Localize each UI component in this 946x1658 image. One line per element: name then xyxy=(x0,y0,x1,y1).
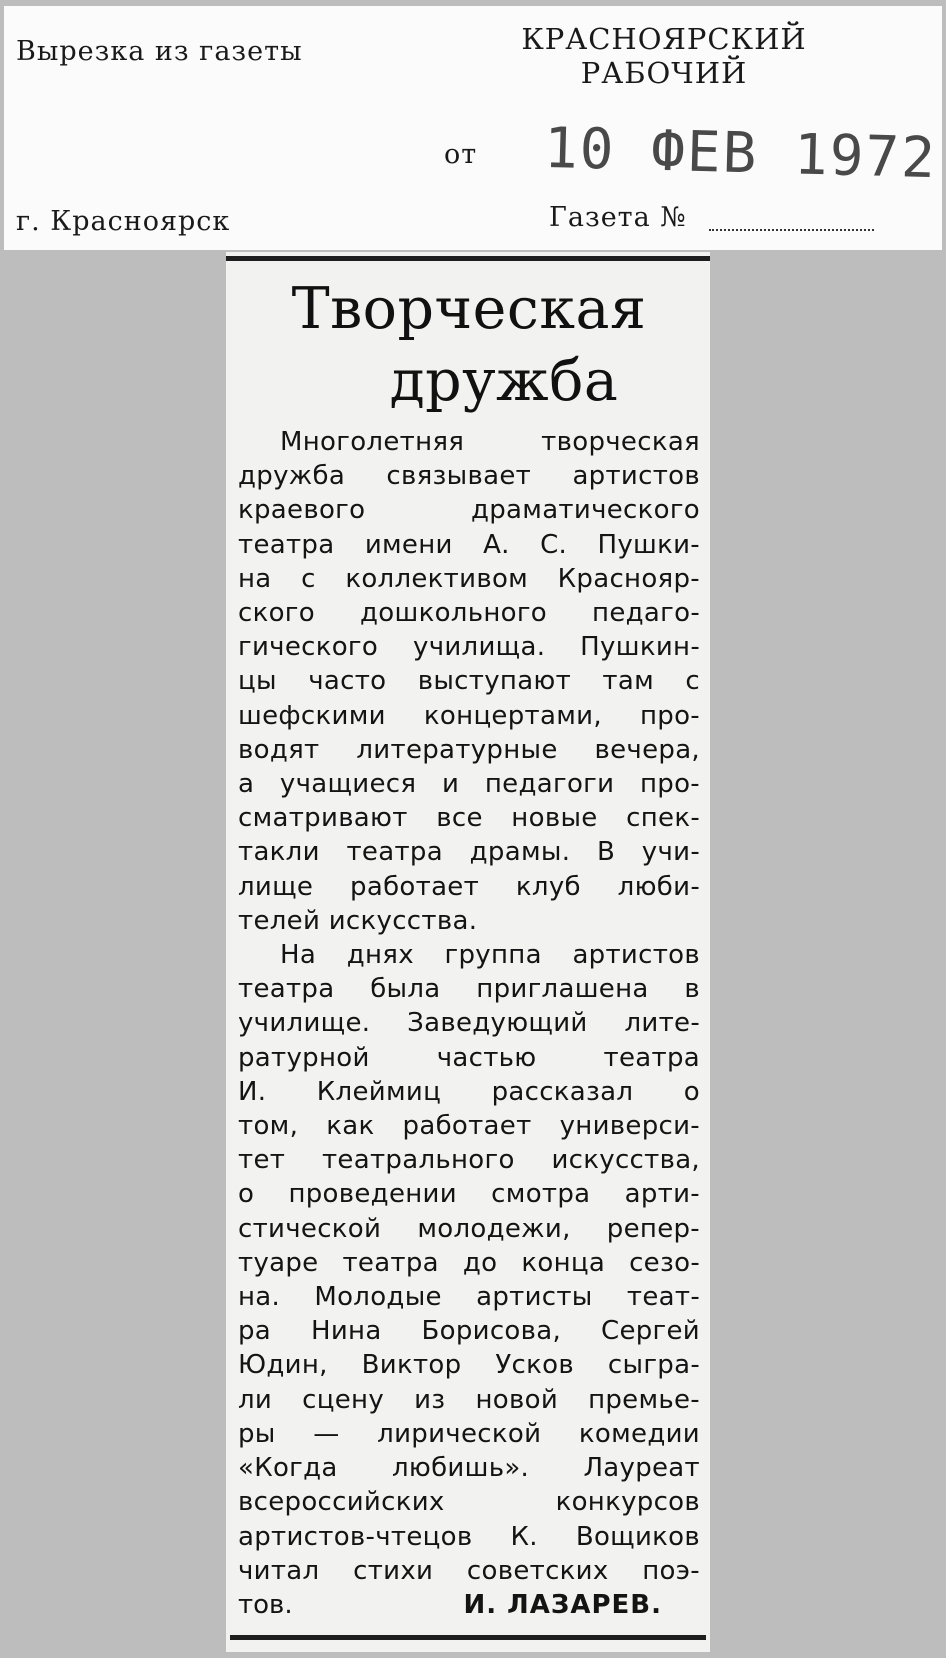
article-body xyxy=(238,425,700,1588)
newspaper-name-line1: КРАСНОЯРСКИЙ xyxy=(521,22,807,56)
article-line: туаре театра до конца сезо- xyxy=(238,1247,700,1278)
newspaper-clipping xyxy=(226,252,710,1652)
article-line: училище. Заведующий лите- xyxy=(238,1008,700,1039)
article-line: а учащиеся и педагоги про- xyxy=(238,769,700,800)
article-line: На днях группа артистов xyxy=(280,940,700,971)
issue-number-blank xyxy=(709,229,874,231)
article-line: ского дошкольного педаго- xyxy=(238,598,700,629)
article-line: ратурной частью театра xyxy=(238,1042,700,1073)
article-title-line2: дружба xyxy=(389,348,619,414)
article-line: цы часто выступают там с xyxy=(238,666,700,697)
clipping-header-slip xyxy=(4,6,942,250)
article-line: театра была приглашена в xyxy=(238,974,700,1005)
article-line: ры — лирической комедии xyxy=(238,1418,700,1449)
article-line: лище работает клуб люби- xyxy=(238,871,700,902)
article-line: Многолетняя творческая xyxy=(280,427,700,457)
article-author: И. ЛАЗАРЕВ. xyxy=(463,1589,662,1620)
article-line: водят литературные вечера, xyxy=(238,734,700,765)
date-stamp: 10 ФЕВ 1972 xyxy=(543,115,938,192)
article-line: театра имени А. С. Пушки- xyxy=(238,529,700,560)
article-line: «Когда любишь». Лауреат xyxy=(238,1453,700,1484)
article-line: том, как работает универси- xyxy=(238,1111,700,1142)
article-title-line1: Творческая xyxy=(291,276,647,342)
city-label: г. Красноярск xyxy=(16,206,231,237)
bottom-rule xyxy=(230,1635,706,1640)
article-line: ли сцену из новой премье- xyxy=(238,1384,700,1415)
date-label: от xyxy=(444,139,478,170)
top-rule xyxy=(226,256,710,261)
article-title xyxy=(238,273,700,417)
article-line: тет театрального искусства, xyxy=(238,1145,700,1176)
article-line: сматривают все новые спек- xyxy=(238,803,700,834)
article-footer xyxy=(238,1588,700,1622)
article-line: о проведении смотра арти- xyxy=(238,1179,700,1210)
article-line: И. Клеймиц рассказал о xyxy=(238,1076,700,1107)
article-line: стической молодежи, репер- xyxy=(238,1213,700,1244)
article-line: такли театра драмы. В учи- xyxy=(238,837,700,868)
article-line: Юдин, Виктор Усков сыгра- xyxy=(238,1350,700,1381)
article-line: шефскими концертами, про- xyxy=(238,700,700,731)
newspaper-name-line2: РАБОЧИЙ xyxy=(580,56,748,90)
article-line: дружба связывает артистов xyxy=(238,461,700,492)
article-line: на. Молодые артисты теат- xyxy=(238,1282,700,1313)
article-line: всероссийских конкурсов xyxy=(238,1487,700,1518)
cutting-label: Вырезка из газеты xyxy=(16,36,303,67)
article-line: читал стихи советских поэ- xyxy=(238,1555,700,1586)
article-line: артистов-чтецов К. Вощиков xyxy=(238,1521,700,1552)
article-line: гического училища. Пушкин- xyxy=(238,632,700,663)
article-line: телей искусства. xyxy=(238,905,478,936)
issue-number-label: Газета № xyxy=(549,202,687,233)
article-line: краевого драматического xyxy=(238,495,700,526)
article-line: ра Нина Борисова, Сергей xyxy=(238,1316,700,1347)
article-last-line: тов. xyxy=(238,1589,293,1620)
newspaper-name xyxy=(484,22,844,90)
article-line: на с коллективом Краснояр- xyxy=(238,563,700,594)
